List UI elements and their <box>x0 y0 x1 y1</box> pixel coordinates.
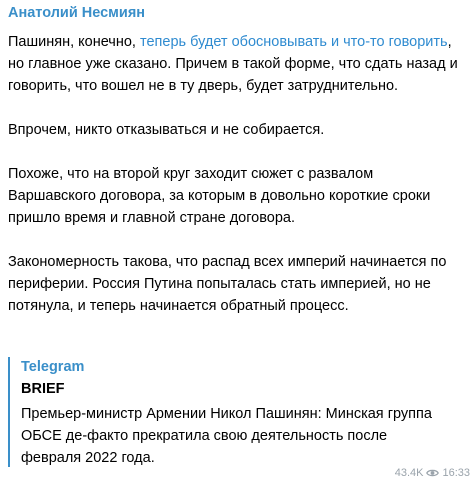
post-author[interactable]: Анатолий Несмиян <box>8 5 146 21</box>
paragraph-text: Пашинян, конечно, <box>8 34 140 50</box>
paragraph-text: Впрочем, никто отказываться и не собирается. <box>8 122 325 138</box>
post-paragraph <box>8 251 458 317</box>
link-preview[interactable] <box>8 357 458 467</box>
post-paragraph <box>8 31 458 97</box>
paragraph-text: Закономерность такова, что распад всех империй начинается по периферии. Россия Путина попыталась стать империей, но не потянула, и теперь начинается обратный процесс. <box>8 254 447 314</box>
views-count: 43.4K <box>394 467 424 479</box>
preview-title: BRIEF <box>21 381 65 397</box>
preview-description: Премьер-министр Армении Никол Пашинян: Минская группа ОБСЕ де-факто прекратила свою деятельность после февраля 2022 года. <box>21 406 432 466</box>
preview-site-name: Telegram <box>21 359 85 375</box>
post-paragraph <box>8 119 458 141</box>
inline-link[interactable]: теперь будет обосновывать и что-то говорить <box>140 34 448 50</box>
paragraph-text: Похоже, что на второй круг заходит сюжет с развалом Варшавского договора, за которым в довольно короткие сроки пришло время и главной стране договора. <box>8 166 431 226</box>
paragraph-text: , но главное уже сказано. Причем в такой форме, что сдать назад и говорить, что вошел не в ту дверь, будет затруднительно. <box>8 34 458 94</box>
post-paragraph <box>8 163 458 229</box>
post-text <box>8 31 458 317</box>
post-time: 16:33 <box>442 467 470 479</box>
post-meta <box>395 467 470 481</box>
